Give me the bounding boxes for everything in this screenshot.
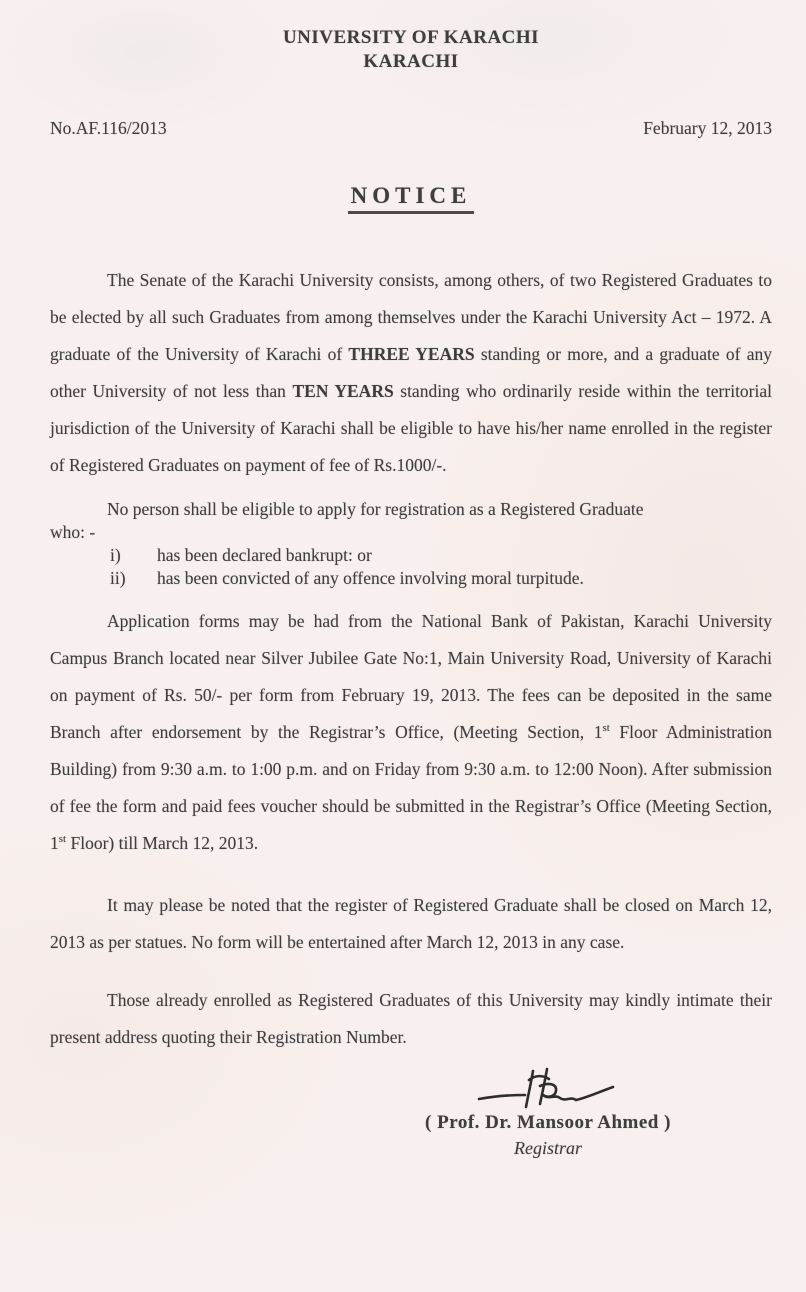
ten-years-emphasis: TEN YEARS bbox=[292, 381, 394, 401]
paragraph-senate-text: standing or more, and a graduate of any other University of not less than bbox=[50, 344, 772, 401]
application-forms-text: Floor Administration Building) from 9:30 a.m. to 1:00 p.m. and on Friday from 9:30 a.m. to 12:00 Noon). After submission of fee the form and paid fees voucher should be submitted in the Registrar’s Office (Meeting Section, 1 bbox=[50, 722, 772, 853]
signatory-name: ( Prof. Dr. Mansoor Ahmed ) bbox=[425, 1112, 671, 1133]
list-item bbox=[110, 544, 772, 567]
paragraph-eligibility bbox=[50, 498, 772, 544]
ordinal-superscript: st bbox=[58, 833, 67, 846]
list-item-marker: i) bbox=[110, 545, 121, 565]
ineligibility-list bbox=[110, 544, 772, 590]
notice-date: February 12, 2013 bbox=[643, 118, 772, 138]
notice-title-row bbox=[50, 183, 772, 214]
reference-row bbox=[50, 118, 772, 139]
paragraph-address-update: Those already enrolled as Registered Graduates of this University may kindly intimate their present address quoting their Registration Number. bbox=[50, 990, 772, 1047]
university-city: KARACHI bbox=[363, 51, 459, 72]
university-name: UNIVERSITY OF KARACHI bbox=[282, 27, 540, 48]
paragraph-senate-text: standing who ordinarily reside within the territorial jurisdiction of the University of Karachi shall be eligible to have his/her name enrolled in the register of Registered Graduates on payment of fee of Rs.1000/-. bbox=[50, 381, 773, 475]
list-item bbox=[110, 567, 772, 590]
paragraph-senate-text: The Senate of the Karachi University consists, among others, of two Registered Graduates to be elected by all such Graduates from among themselves under the Karachi University Act – 1972. A graduate of the University of Karachi of bbox=[50, 270, 772, 364]
paragraph-register-closing: It may please be noted that the register of Registered Graduate shall be closed on March 12, 2013 as per statues. No form will be entertained after March 12, 2013 in any case. bbox=[50, 895, 772, 952]
signature-block bbox=[368, 1064, 728, 1160]
eligibility-line1: No person shall be eligible to apply for registration as a Registered Graduate bbox=[107, 499, 644, 519]
ordinal-superscript: st bbox=[602, 722, 610, 735]
three-years-emphasis: THREE YEARS bbox=[348, 344, 475, 364]
letterhead bbox=[50, 26, 772, 74]
signatory-role: Registrar bbox=[513, 1138, 582, 1158]
signature-scribble-icon bbox=[473, 1064, 623, 1112]
eligibility-line2: who: - bbox=[50, 522, 96, 542]
list-item-marker: ii) bbox=[110, 568, 126, 588]
application-forms-text: Floor) till March 12, 2013. bbox=[66, 833, 259, 853]
paragraph-application-forms bbox=[50, 603, 772, 862]
reference-number: No.AF.116/2013 bbox=[50, 118, 167, 138]
application-forms-text: Application forms may be had from the National Bank of Pakistan, Karachi University Campus Branch located near Silver Jubilee Gate No:1, Main University Road, University of Karachi on payment of Rs. 50/- per form from February 19, 2013. The fees can be deposited in the same Branch after endorsement by the Registrar’s Office, (Meeting Section, 1 bbox=[50, 611, 772, 742]
list-item-text: has been declared bankrupt: or bbox=[157, 545, 372, 565]
paragraph-senate bbox=[50, 262, 772, 484]
notice-title: NOTICE bbox=[348, 183, 475, 214]
list-item-text: has been convicted of any offence involving moral turpitude. bbox=[157, 568, 584, 588]
